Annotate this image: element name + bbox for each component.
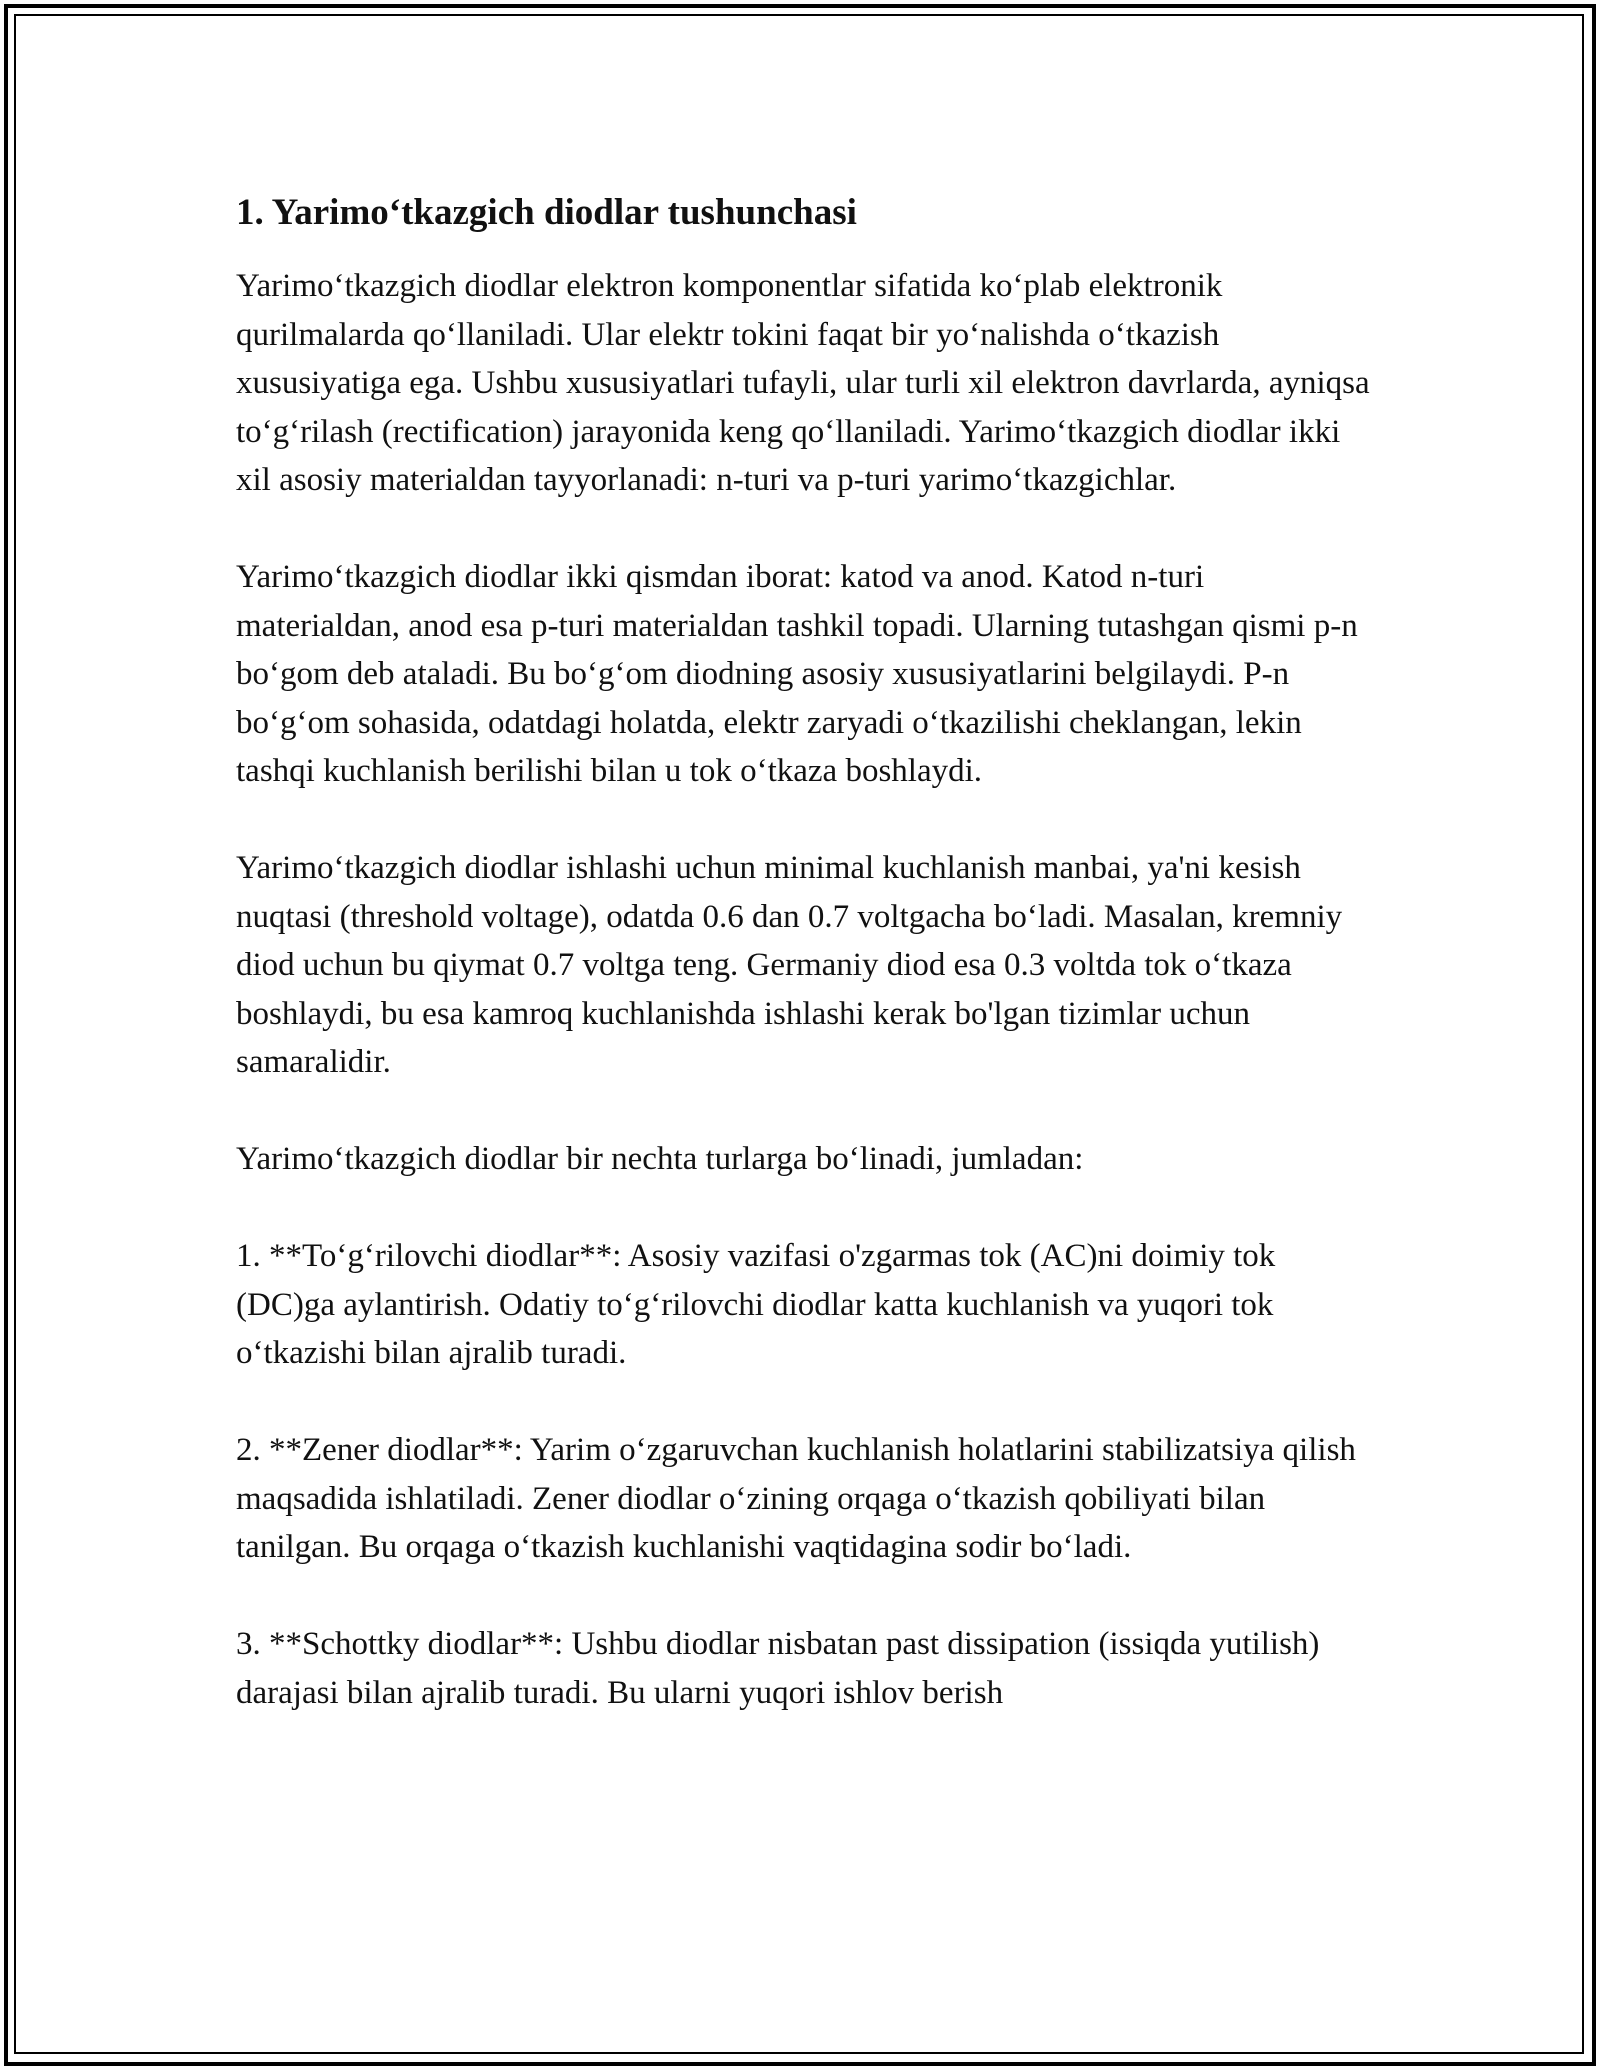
section-heading: 1. Yarimo‘tkazgich diodlar tushunchasi (236, 192, 857, 233)
document-body (236, 186, 1371, 1717)
paragraph-intro: Yarimo‘tkazgich diodlar elektron komponentlar sifatida ko‘plab elektronik qurilmalarda qo‘llaniladi. Ular elektr tokini faqat bir yo‘nalishda o‘tkazish xususiyatiga ega. Ushbu xususiyatlari tufayli, ular turli xil elektron davrlarda, ayniqsa to‘g‘rilash (rectification) jarayonida keng qo‘llaniladi. Yarimo‘tkazgich diodlar ikki xil asosiy materialdan tayyorlanadi: n-turi va p-turi yarimo‘tkazgichlar. (236, 268, 1370, 498)
paragraph-types-intro: Yarimo‘tkazgich diodlar bir nechta turlarga bo‘linadi, jumladan: (236, 1141, 1084, 1177)
list-item-zener-diodes: 2. **Zener diodlar**: Yarim o‘zgaruvchan kuchlanish holatlarini stabilizatsiya qilish maqsadida ishlatiladi. Zener diodlar o‘zining orqaga o‘tkazish qobiliyati bilan tanilgan. Bu orqaga o‘tkazish kuchlanishi vaqtidagina sodir bo‘ladi. (236, 1432, 1356, 1565)
paragraph-structure: Yarimo‘tkazgich diodlar ikki qismdan iborat: katod va anod. Katod n-turi materialdan, anod esa p-turi materialdan tashkil topadi. Ularning tutashgan qismi p-n bo‘gom deb ataladi. Bu bo‘g‘om diodning asosiy xususiyatlarini belgilaydi. P-n bo‘g‘om sohasida, odatdagi holatda, elektr zaryadi o‘tkazilishi cheklangan, lekin tashqi kuchlanish berilishi bilan u tok o‘tkaza boshlaydi. (236, 559, 1358, 789)
paragraph-threshold-voltage: Yarimo‘tkazgich diodlar ishlashi uchun minimal kuchlanish manbai, ya'ni kesish nuqtasi (threshold voltage), odatda 0.6 dan 0.7 voltgacha bo‘ladi. Masalan, kremniy diod uchun bu qiymat 0.7 voltga teng. Germaniy diod esa 0.3 voltda tok o‘tkaza boshlaydi, bu esa kamroq kuchlanishda ishlashi kerak bo'lgan tizimlar uchun samaralidir. (236, 850, 1343, 1080)
list-item-rectifier-diodes: 1. **To‘g‘rilovchi diodlar**: Asosiy vazifasi o'zgarmas tok (AC)ni doimiy tok (DC)ga aylantirish. Odatiy to‘g‘rilovchi diodlar katta kuchlanish va yuqori tok o‘tkazishi bilan ajralib turadi. (236, 1238, 1276, 1371)
list-item-schottky-diodes: 3. **Schottky diodlar**: Ushbu diodlar nisbatan past dissipation (issiqda yutilish) darajasi bilan ajralib turadi. Bu ularni yuqori ishlov berish (236, 1626, 1320, 1711)
